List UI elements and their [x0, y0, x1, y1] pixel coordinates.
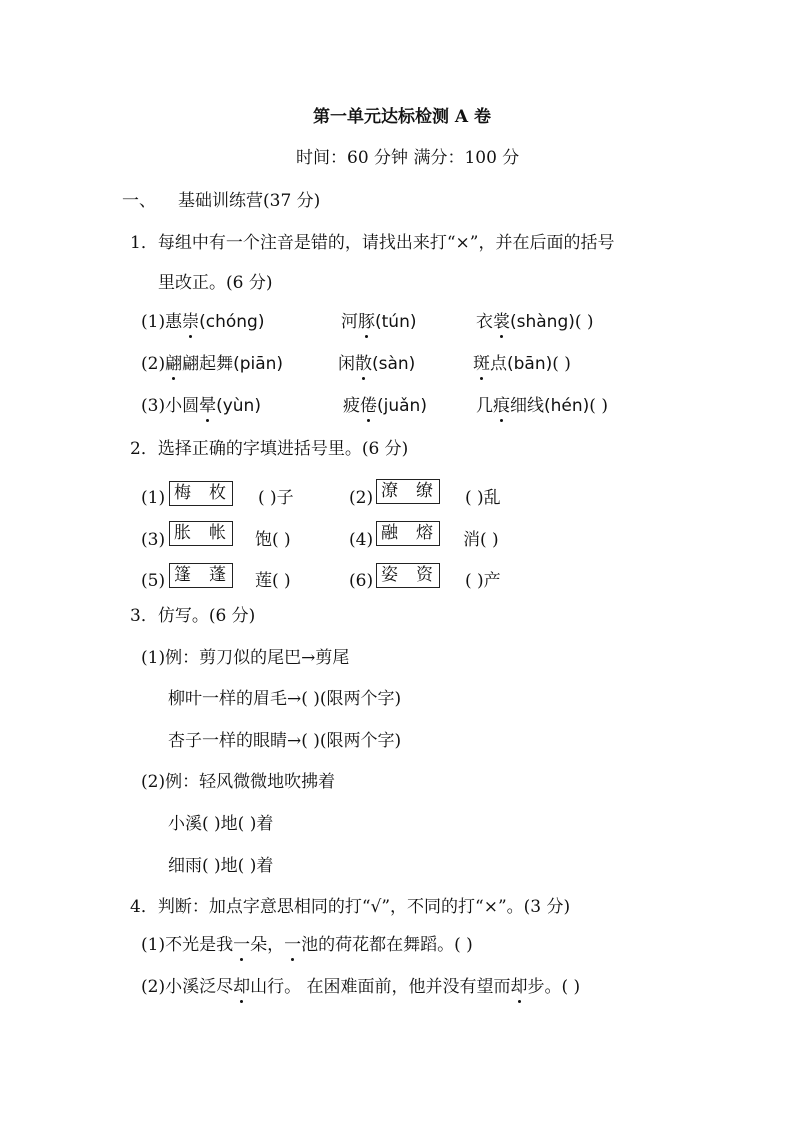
q1-row1-b: 河豚(tún) [341, 312, 417, 332]
pinyin: (shàng) [510, 312, 575, 332]
q3-exercise-3[interactable]: 小溪( )地( )着 [168, 814, 274, 834]
q2-item6-number: (6) [349, 571, 374, 591]
pinyin: (bān) [507, 354, 553, 374]
dotted-char: 散 [355, 354, 372, 374]
q2-item1-number: (1) [141, 488, 166, 508]
q3-exercise-2[interactable]: 杏子一样的眼睛→( )(限两个字) [168, 731, 402, 751]
q1-row3-a: (3)小圆晕(yùn) [141, 396, 261, 416]
dotted-char: 裳 [493, 312, 510, 332]
answer-blank[interactable]: 池的荷花都在舞蹈。( ) [301, 935, 473, 955]
q1-instruction-line2: 里改正。(6 分) [158, 273, 273, 293]
dotted-char: 崇 [182, 312, 200, 332]
answer-blank[interactable]: ( ) [574, 312, 594, 332]
q2-instruction: 2．选择正确的字填进括号里。(6 分) [130, 439, 409, 459]
section-number: 一、 [122, 191, 156, 211]
pinyin: (juǎn) [377, 396, 427, 416]
q2-item3-choice-box: 胀 帐 [169, 521, 233, 546]
dotted-char: 痕 [493, 396, 510, 416]
q1-instruction-line1: 1．每组中有一个注音是错的，请找出来打“×”，并在后面的括号 [130, 233, 615, 253]
q2-item1-answer[interactable]: ( )子 [258, 488, 294, 508]
q2-item5-answer[interactable]: 莲( ) [255, 571, 291, 591]
q2-item2-number: (2) [349, 488, 374, 508]
q2-item2-choice-box: 潦 缭 [376, 479, 440, 504]
dotted-char: 却 [233, 977, 251, 997]
q2-item4-number: (4) [349, 530, 374, 550]
q1-row1-c: 衣裳(shàng)( ) [476, 312, 594, 332]
q3-example-2: (2)例：轻风微微地吹拂着 [141, 772, 336, 792]
q1-row1-a: (1)惠崇(chóng) [141, 312, 265, 332]
dotted-char: 一 [284, 935, 302, 955]
pinyin: (tún) [375, 312, 417, 332]
q3-instruction: 3．仿写。(6 分) [130, 606, 256, 626]
answer-blank[interactable]: 步。( ) [527, 977, 581, 997]
dotted-char: 一 [233, 935, 251, 955]
answer-blank[interactable]: ( ) [589, 396, 608, 416]
q3-example-1: (1)例：剪刀似的尾巴→剪尾 [141, 648, 350, 668]
q4-item-2: (2)小溪泛尽却山行。 在困难面前，他并没有望而却步。( ) [141, 977, 581, 997]
section-1-header [122, 190, 320, 212]
answer-blank[interactable]: ( ) [552, 354, 571, 374]
q2-item5-number: (5) [141, 571, 166, 591]
q2-item6-choice-box: 姿 资 [376, 563, 440, 588]
q1-row3-c: 几痕细线(hén)( ) [476, 396, 608, 416]
q2-item3-number: (3) [141, 530, 166, 550]
q4-item-1: (1)不光是我一朵，一池的荷花都在舞蹈。( ) [141, 935, 473, 955]
q2-item2-answer[interactable]: ( )乱 [465, 488, 501, 508]
dotted-char: 却 [510, 977, 528, 997]
dotted-char: 斑 [473, 354, 490, 374]
q3-exercise-1[interactable]: 柳叶一样的眉毛→( )(限两个字) [168, 689, 402, 709]
q2-item5-choice-box: 篷 蓬 [169, 563, 233, 588]
pinyin: (hén) [544, 396, 590, 416]
q1-row2-c: 斑点(bān)( ) [473, 354, 571, 374]
page-title: 第一单元达标检测 A 卷 [313, 107, 492, 127]
pinyin: (sàn) [372, 354, 416, 374]
section-title: 基础训练营(37 分) [178, 191, 321, 211]
dotted-char: 豚 [358, 312, 375, 332]
pinyin: (piān) [233, 354, 284, 374]
dotted-char: 晕 [199, 396, 217, 416]
q2-item3-answer[interactable]: 饱( ) [255, 530, 291, 550]
q3-exercise-4[interactable]: 细雨( )地( )着 [168, 856, 274, 876]
q1-row2-b: 闲散(sàn) [338, 354, 416, 374]
pinyin: (yùn) [216, 396, 261, 416]
exam-info: 时间：60 分钟 满分：100 分 [296, 148, 520, 168]
dotted-char: 翩 [165, 354, 183, 374]
q1-row2-a: (2)翩翩起舞(piān) [141, 354, 284, 374]
q1-row3-b: 疲倦(juǎn) [343, 396, 427, 416]
q2-item4-choice-box: 融 熔 [376, 521, 440, 546]
q2-item1-choice-box: 梅 枚 [169, 481, 233, 506]
q2-item6-answer[interactable]: ( )产 [465, 571, 501, 591]
pinyin: (chóng) [199, 312, 265, 332]
q4-instruction: 4．判断：加点字意思相同的打“√”，不同的打“×”。(3 分) [130, 897, 571, 917]
q2-item4-answer[interactable]: 消( ) [463, 530, 499, 550]
dotted-char: 倦 [360, 396, 377, 416]
